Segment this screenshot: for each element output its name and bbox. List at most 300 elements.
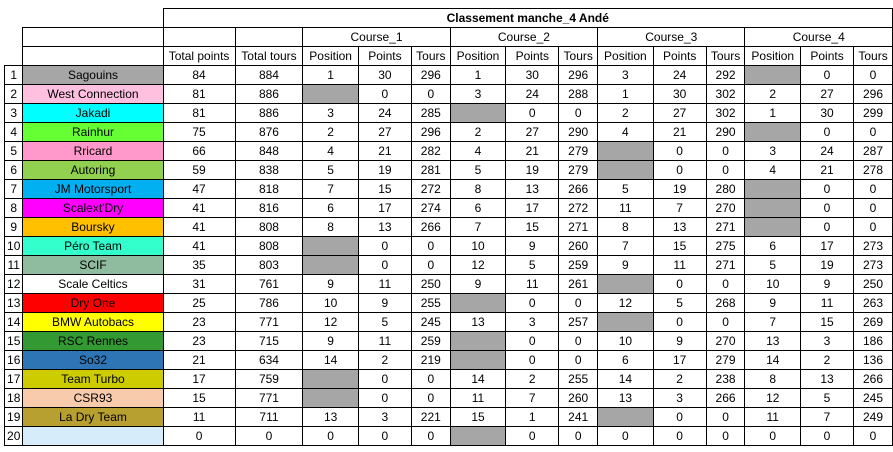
course-1-position-cell: 2 <box>303 123 359 142</box>
course-4-tours-cell: 269 <box>854 313 893 332</box>
course-1-tours-cell: 296 <box>411 66 450 85</box>
course-4-tours-cell: 245 <box>854 389 893 408</box>
course-4-points-cell: 7 <box>801 408 854 427</box>
total-tours-cell: 886 <box>235 85 303 104</box>
course-2-points-cell: 15 <box>506 218 559 237</box>
rank-cell: 19 <box>5 408 23 427</box>
course-2-position-cell <box>450 294 506 313</box>
course-1-points-cell: 13 <box>358 218 411 237</box>
course-3-tours-cell: 0 <box>706 408 745 427</box>
header-tours: Tours <box>411 47 450 66</box>
total-points-cell: 23 <box>163 313 235 332</box>
total-tours-cell: 759 <box>235 370 303 389</box>
header-tours: Tours <box>559 47 598 66</box>
course-4-position-cell: 13 <box>745 332 801 351</box>
course-3-points-cell: 27 <box>653 104 706 123</box>
course-1-tours-cell: 296 <box>411 123 450 142</box>
total-tours-cell: 761 <box>235 275 303 294</box>
team-cell: La Dry Team <box>23 408 163 427</box>
course-2-points-cell: 21 <box>506 142 559 161</box>
course-header-row <box>5 28 893 47</box>
rank-cell: 16 <box>5 351 23 370</box>
course-2-tours-cell: 272 <box>559 199 598 218</box>
course-1-tours-cell: 0 <box>411 237 450 256</box>
course-2-tours-cell: 255 <box>559 370 598 389</box>
course-3-position-cell: 13 <box>598 389 654 408</box>
course-4-points-cell: 27 <box>801 85 854 104</box>
course-4-tours-cell: 273 <box>854 256 893 275</box>
course-2-tours-cell: 279 <box>559 161 598 180</box>
course-4-points-cell: 15 <box>801 313 854 332</box>
team-cell: JM Motorsport <box>23 180 163 199</box>
course-3-points-cell: 3 <box>653 389 706 408</box>
rank-cell: 2 <box>5 85 23 104</box>
course-2-tours-cell: 290 <box>559 123 598 142</box>
course-3-points-cell: 9 <box>653 332 706 351</box>
course-1-position-cell: 14 <box>303 351 359 370</box>
team-cell: Scale Celtics <box>23 275 163 294</box>
course-3-position-cell: 8 <box>598 218 654 237</box>
course-2-position-cell: 8 <box>450 180 506 199</box>
course-4-position-cell: 0 <box>745 427 801 446</box>
course-4-tours-cell: 0 <box>854 199 893 218</box>
course-2-tours-cell: 0 <box>559 332 598 351</box>
table-title: Classement manche_4 Andé <box>163 9 892 28</box>
total-points-cell: 41 <box>163 237 235 256</box>
course-4-points-cell: 3 <box>801 332 854 351</box>
table-row <box>5 427 893 446</box>
course-1-points-cell: 15 <box>358 180 411 199</box>
course-1-tours-cell: 272 <box>411 180 450 199</box>
course-4-tours-cell: 287 <box>854 142 893 161</box>
course-4-points-cell: 13 <box>801 370 854 389</box>
course-3-points-cell: 0 <box>653 313 706 332</box>
course-4-tours-cell: 250 <box>854 275 893 294</box>
course-4-position-cell: 6 <box>745 237 801 256</box>
total-points-cell: 41 <box>163 218 235 237</box>
team-cell: Scalext'Dry <box>23 199 163 218</box>
table-row <box>5 408 893 427</box>
course-2-tours-cell: 0 <box>559 104 598 123</box>
course-3-tours-cell: 0 <box>706 313 745 332</box>
total-points-cell: 81 <box>163 104 235 123</box>
course-4-position-cell: 12 <box>745 389 801 408</box>
course-3-tours-cell: 0 <box>706 275 745 294</box>
course-header-1: Course_1 <box>303 28 450 47</box>
total-tours-cell: 884 <box>235 66 303 85</box>
course-3-points-cell: 0 <box>653 408 706 427</box>
header-position: Position <box>745 47 801 66</box>
course-2-tours-cell: 241 <box>559 408 598 427</box>
course-3-points-cell: 11 <box>653 256 706 275</box>
course-4-points-cell: 0 <box>801 427 854 446</box>
course-2-points-cell: 7 <box>506 389 559 408</box>
course-1-tours-cell: 250 <box>411 275 450 294</box>
course-4-tours-cell: 186 <box>854 332 893 351</box>
course-3-tours-cell: 268 <box>706 294 745 313</box>
course-2-points-cell: 17 <box>506 199 559 218</box>
course-2-tours-cell: 288 <box>559 85 598 104</box>
course-4-position-cell <box>745 218 801 237</box>
course-2-position-cell: 1 <box>450 66 506 85</box>
table-row <box>5 66 893 85</box>
course-1-position-cell: 3 <box>303 104 359 123</box>
course-4-tours-cell: 249 <box>854 408 893 427</box>
course-3-position-cell: 5 <box>598 180 654 199</box>
course-4-position-cell <box>745 123 801 142</box>
course-2-tours-cell: 261 <box>559 275 598 294</box>
column-header-row <box>5 47 893 66</box>
course-3-tours-cell: 270 <box>706 332 745 351</box>
total-points-cell: 11 <box>163 408 235 427</box>
team-cell: SCIF <box>23 256 163 275</box>
course-2-points-cell: 30 <box>506 66 559 85</box>
course-3-position-cell: 12 <box>598 294 654 313</box>
total-tours-cell: 0 <box>235 427 303 446</box>
rank-cell: 11 <box>5 256 23 275</box>
course-1-position-cell <box>303 370 359 389</box>
course-2-position-cell: 4 <box>450 142 506 161</box>
course-4-position-cell <box>745 180 801 199</box>
header-points: Points <box>506 47 559 66</box>
course-header-4: Course_4 <box>745 28 893 47</box>
course-1-points-cell: 2 <box>358 351 411 370</box>
rank-cell: 14 <box>5 313 23 332</box>
course-2-points-cell: 0 <box>506 427 559 446</box>
total-tours-cell: 771 <box>235 313 303 332</box>
course-3-position-cell: 6 <box>598 351 654 370</box>
course-1-position-cell: 7 <box>303 180 359 199</box>
course-4-position-cell: 9 <box>745 294 801 313</box>
table-row <box>5 351 893 370</box>
course-2-tours-cell: 259 <box>559 256 598 275</box>
course-3-position-cell: 2 <box>598 104 654 123</box>
course-1-position-cell: 4 <box>303 142 359 161</box>
course-3-tours-cell: 290 <box>706 123 745 142</box>
course-3-tours-cell: 266 <box>706 389 745 408</box>
course-4-tours-cell: 0 <box>854 427 893 446</box>
course-3-points-cell: 21 <box>653 123 706 142</box>
total-tours-cell: 808 <box>235 218 303 237</box>
total-tours-cell: 838 <box>235 161 303 180</box>
course-2-position-cell: 9 <box>450 275 506 294</box>
team-cell: West Connection <box>23 85 163 104</box>
course-3-tours-cell: 238 <box>706 370 745 389</box>
total-points-cell: 31 <box>163 275 235 294</box>
course-4-points-cell: 21 <box>801 161 854 180</box>
course-1-position-cell: 13 <box>303 408 359 427</box>
total-points-cell: 41 <box>163 199 235 218</box>
course-header-3: Course_3 <box>598 28 745 47</box>
course-3-position-cell <box>598 408 654 427</box>
rank-cell: 4 <box>5 123 23 142</box>
rank-cell: 17 <box>5 370 23 389</box>
table-row <box>5 85 893 104</box>
total-points-cell: 35 <box>163 256 235 275</box>
total-tours-cell: 634 <box>235 351 303 370</box>
total-points-cell: 59 <box>163 161 235 180</box>
total-points-cell: 47 <box>163 180 235 199</box>
rank-cell: 12 <box>5 275 23 294</box>
course-1-position-cell <box>303 237 359 256</box>
total-points-cell: 25 <box>163 294 235 313</box>
course-1-position-cell: 8 <box>303 218 359 237</box>
course-3-tours-cell: 302 <box>706 104 745 123</box>
course-2-points-cell: 3 <box>506 313 559 332</box>
course-3-points-cell: 2 <box>653 370 706 389</box>
course-2-points-cell: 13 <box>506 180 559 199</box>
table-row <box>5 237 893 256</box>
course-3-position-cell <box>598 275 654 294</box>
course-3-tours-cell: 292 <box>706 66 745 85</box>
course-4-position-cell: 1 <box>745 104 801 123</box>
rank-cell: 18 <box>5 389 23 408</box>
course-3-position-cell: 11 <box>598 199 654 218</box>
course-1-points-cell: 27 <box>358 123 411 142</box>
rank-cell: 9 <box>5 218 23 237</box>
rank-cell: 8 <box>5 199 23 218</box>
total-points-cell: 0 <box>163 427 235 446</box>
course-4-position-cell: 11 <box>745 408 801 427</box>
course-4-points-cell: 0 <box>801 123 854 142</box>
course-1-points-cell: 0 <box>358 256 411 275</box>
course-3-tours-cell: 302 <box>706 85 745 104</box>
team-cell: Péro Team <box>23 237 163 256</box>
team-cell: Autoring <box>23 161 163 180</box>
course-4-points-cell: 19 <box>801 256 854 275</box>
course-2-tours-cell: 296 <box>559 66 598 85</box>
course-2-tours-cell: 257 <box>559 313 598 332</box>
course-4-points-cell: 0 <box>801 199 854 218</box>
team-cell: Sagouins <box>23 66 163 85</box>
course-1-points-cell: 11 <box>358 332 411 351</box>
course-2-tours-cell: 266 <box>559 180 598 199</box>
course-4-position-cell: 10 <box>745 275 801 294</box>
course-2-points-cell: 0 <box>506 104 559 123</box>
course-2-points-cell: 11 <box>506 275 559 294</box>
rank-cell: 10 <box>5 237 23 256</box>
course-3-points-cell: 0 <box>653 142 706 161</box>
course-2-tours-cell: 0 <box>559 294 598 313</box>
course-2-position-cell: 2 <box>450 123 506 142</box>
course-2-points-cell: 2 <box>506 370 559 389</box>
course-4-tours-cell: 266 <box>854 370 893 389</box>
course-2-position-cell: 14 <box>450 370 506 389</box>
course-2-points-cell: 0 <box>506 294 559 313</box>
rank-cell: 13 <box>5 294 23 313</box>
total-tours-cell: 816 <box>235 199 303 218</box>
course-1-tours-cell: 285 <box>411 104 450 123</box>
total-tours-cell: 771 <box>235 389 303 408</box>
course-3-points-cell: 24 <box>653 66 706 85</box>
table-row <box>5 142 893 161</box>
total-tours-cell: 876 <box>235 123 303 142</box>
course-4-tours-cell: 296 <box>854 85 893 104</box>
course-1-position-cell: 9 <box>303 332 359 351</box>
course-2-tours-cell: 0 <box>559 351 598 370</box>
course-2-position-cell <box>450 351 506 370</box>
course-2-position-cell: 5 <box>450 161 506 180</box>
header-position: Position <box>450 47 506 66</box>
course-2-points-cell: 19 <box>506 161 559 180</box>
table-row <box>5 313 893 332</box>
course-1-tours-cell: 245 <box>411 313 450 332</box>
course-4-tours-cell: 0 <box>854 180 893 199</box>
course-2-position-cell: 15 <box>450 408 506 427</box>
course-1-tours-cell: 281 <box>411 161 450 180</box>
table-row <box>5 275 893 294</box>
course-3-tours-cell: 0 <box>706 161 745 180</box>
total-points-cell: 15 <box>163 389 235 408</box>
course-2-tours-cell: 260 <box>559 237 598 256</box>
course-3-points-cell: 0 <box>653 275 706 294</box>
course-3-points-cell: 0 <box>653 427 706 446</box>
ranking-table <box>4 8 893 446</box>
header-position: Position <box>598 47 654 66</box>
total-points-cell: 23 <box>163 332 235 351</box>
course-2-points-cell: 9 <box>506 237 559 256</box>
course-4-position-cell: 8 <box>745 370 801 389</box>
course-1-tours-cell: 274 <box>411 199 450 218</box>
course-1-tours-cell: 0 <box>411 256 450 275</box>
course-1-position-cell: 0 <box>303 427 359 446</box>
course-4-points-cell: 17 <box>801 237 854 256</box>
course-4-points-cell: 0 <box>801 66 854 85</box>
team-cell: CSR93 <box>23 389 163 408</box>
team-cell: Team Turbo <box>23 370 163 389</box>
rank-cell: 15 <box>5 332 23 351</box>
course-4-tours-cell: 273 <box>854 237 893 256</box>
header-points: Points <box>653 47 706 66</box>
course-3-tours-cell: 275 <box>706 237 745 256</box>
total-tours-cell: 711 <box>235 408 303 427</box>
course-1-position-cell: 9 <box>303 275 359 294</box>
course-1-tours-cell: 0 <box>411 85 450 104</box>
course-3-position-cell <box>598 161 654 180</box>
course-3-points-cell: 17 <box>653 351 706 370</box>
course-4-points-cell: 11 <box>801 294 854 313</box>
course-1-points-cell: 24 <box>358 104 411 123</box>
course-2-position-cell <box>450 104 506 123</box>
table-row <box>5 218 893 237</box>
table-row <box>5 370 893 389</box>
team-cell <box>23 427 163 446</box>
course-2-tours-cell: 0 <box>559 427 598 446</box>
course-1-tours-cell: 266 <box>411 218 450 237</box>
course-2-position-cell: 7 <box>450 218 506 237</box>
total-points-cell: 66 <box>163 142 235 161</box>
course-2-position-cell: 6 <box>450 199 506 218</box>
course-3-points-cell: 5 <box>653 294 706 313</box>
course-4-position-cell: 2 <box>745 85 801 104</box>
course-3-position-cell: 4 <box>598 123 654 142</box>
header-position: Position <box>303 47 359 66</box>
course-1-points-cell: 9 <box>358 294 411 313</box>
course-1-points-cell: 11 <box>358 275 411 294</box>
header-points: Points <box>358 47 411 66</box>
table-row <box>5 123 893 142</box>
course-3-tours-cell: 280 <box>706 180 745 199</box>
course-1-points-cell: 5 <box>358 313 411 332</box>
rank-cell: 7 <box>5 180 23 199</box>
total-points-cell: 21 <box>163 351 235 370</box>
course-1-position-cell: 10 <box>303 294 359 313</box>
course-1-tours-cell: 0 <box>411 427 450 446</box>
total-points-cell: 84 <box>163 66 235 85</box>
course-1-points-cell: 3 <box>358 408 411 427</box>
course-3-position-cell: 0 <box>598 427 654 446</box>
course-2-position-cell: 12 <box>450 256 506 275</box>
header-tours: Tours <box>854 47 893 66</box>
course-4-position-cell: 3 <box>745 142 801 161</box>
course-2-position-cell <box>450 332 506 351</box>
course-4-position-cell: 14 <box>745 351 801 370</box>
course-3-points-cell: 13 <box>653 218 706 237</box>
table-row <box>5 332 893 351</box>
course-3-position-cell: 9 <box>598 256 654 275</box>
course-4-points-cell: 24 <box>801 142 854 161</box>
total-points-cell: 81 <box>163 85 235 104</box>
course-3-tours-cell: 271 <box>706 218 745 237</box>
course-3-position-cell: 1 <box>598 85 654 104</box>
team-cell: Rricard <box>23 142 163 161</box>
course-4-points-cell: 9 <box>801 275 854 294</box>
course-3-tours-cell: 0 <box>706 142 745 161</box>
course-2-position-cell: 3 <box>450 85 506 104</box>
course-1-points-cell: 0 <box>358 237 411 256</box>
course-2-points-cell: 1 <box>506 408 559 427</box>
total-tours-cell: 803 <box>235 256 303 275</box>
course-4-points-cell: 2 <box>801 351 854 370</box>
course-1-position-cell <box>303 256 359 275</box>
course-4-position-cell <box>745 66 801 85</box>
course-3-points-cell: 19 <box>653 180 706 199</box>
course-1-tours-cell: 221 <box>411 408 450 427</box>
course-1-position-cell <box>303 85 359 104</box>
course-3-position-cell: 14 <box>598 370 654 389</box>
course-2-position-cell: 10 <box>450 237 506 256</box>
course-2-points-cell: 27 <box>506 123 559 142</box>
course-2-points-cell: 24 <box>506 85 559 104</box>
course-4-position-cell: 5 <box>745 256 801 275</box>
course-2-position-cell <box>450 427 506 446</box>
total-tours-cell: 848 <box>235 142 303 161</box>
table-row <box>5 199 893 218</box>
course-4-tours-cell: 299 <box>854 104 893 123</box>
course-3-points-cell: 7 <box>653 199 706 218</box>
course-3-points-cell: 30 <box>653 85 706 104</box>
course-3-points-cell: 0 <box>653 161 706 180</box>
course-3-tours-cell: 271 <box>706 256 745 275</box>
course-1-position-cell: 1 <box>303 66 359 85</box>
rank-cell: 20 <box>5 427 23 446</box>
course-4-points-cell: 30 <box>801 104 854 123</box>
course-4-tours-cell: 278 <box>854 161 893 180</box>
course-1-position-cell: 12 <box>303 313 359 332</box>
course-3-tours-cell: 279 <box>706 351 745 370</box>
course-3-position-cell: 10 <box>598 332 654 351</box>
header-total-points: Total points <box>163 47 235 66</box>
table-row <box>5 389 893 408</box>
course-3-tours-cell: 270 <box>706 199 745 218</box>
course-2-points-cell: 0 <box>506 351 559 370</box>
course-3-position-cell: 3 <box>598 66 654 85</box>
rank-cell: 3 <box>5 104 23 123</box>
course-3-points-cell: 15 <box>653 237 706 256</box>
team-cell: BMW Autobacs <box>23 313 163 332</box>
course-1-tours-cell: 219 <box>411 351 450 370</box>
course-1-tours-cell: 259 <box>411 332 450 351</box>
